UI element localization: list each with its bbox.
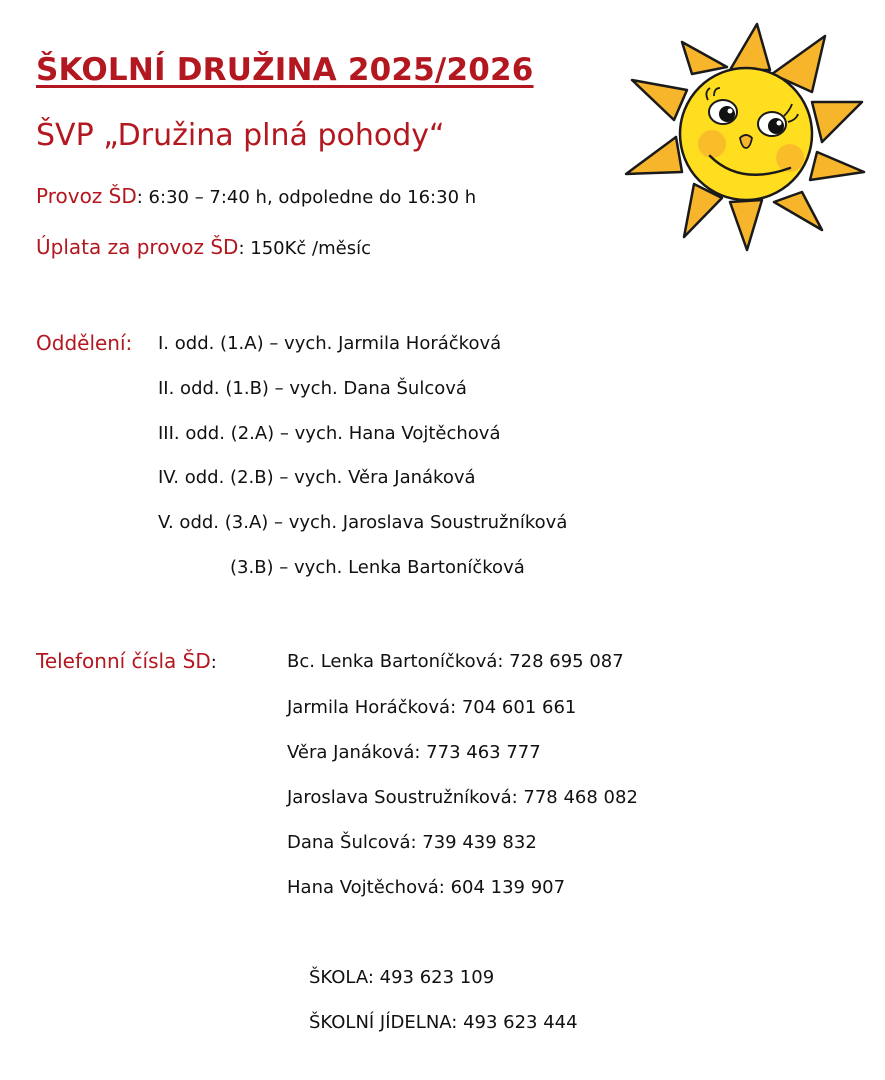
- phone-item: Bc. Lenka Bartoníčková: 728 695 087: [287, 651, 624, 672]
- department-item: III. odd. (2.A) – vych. Hana Vojtěchová: [158, 423, 501, 444]
- departments-label: Oddělení:: [36, 331, 133, 355]
- program-subtitle: ŠVP „Družina plná pohody“: [36, 118, 445, 153]
- fee: [36, 235, 371, 259]
- phones-label: Telefonní čísla ŠD: [36, 649, 211, 673]
- operating-hours-label: Provoz ŠD: [36, 184, 137, 208]
- operating-hours: [36, 184, 476, 208]
- fee-label: Úplata za provoz ŠD: [36, 235, 239, 259]
- department-item: V. odd. (3.A) – vych. Jaroslava Soustružníková: [158, 512, 568, 533]
- phone-item: Jaroslava Soustružníková: 778 468 082: [287, 787, 638, 808]
- sun-icon: [612, 12, 867, 252]
- page-title: ŠKOLNÍ DRUŽINA 2025/2026: [36, 52, 534, 88]
- phone-item: Věra Janáková: 773 463 777: [287, 742, 541, 763]
- school-phone: ŠKOLA: 493 623 109: [309, 967, 495, 988]
- department-item: II. odd. (1.B) – vych. Dana Šulcová: [158, 378, 467, 399]
- operating-hours-value: : 6:30 – 7:40 h, odpoledne do 16:30 h: [136, 187, 477, 208]
- fee-value: : 150Kč /měsíc: [238, 238, 371, 259]
- department-item: I. odd. (1.A) – vych. Jarmila Horáčková: [158, 333, 502, 354]
- department-item: (3.B) – vych. Lenka Bartoníčková: [230, 557, 525, 578]
- canteen-phone: ŠKOLNÍ JÍDELNA: 493 623 444: [309, 1012, 578, 1033]
- phone-item: Dana Šulcová: 739 439 832: [287, 832, 537, 853]
- phone-item: Jarmila Horáčková: 704 601 661: [287, 697, 577, 718]
- phones-heading: Telefonní čísla ŠD:: [36, 649, 217, 673]
- phone-item: Hana Vojtěchová: 604 139 907: [287, 877, 566, 898]
- department-item: IV. odd. (2.B) – vych. Věra Janáková: [158, 467, 476, 488]
